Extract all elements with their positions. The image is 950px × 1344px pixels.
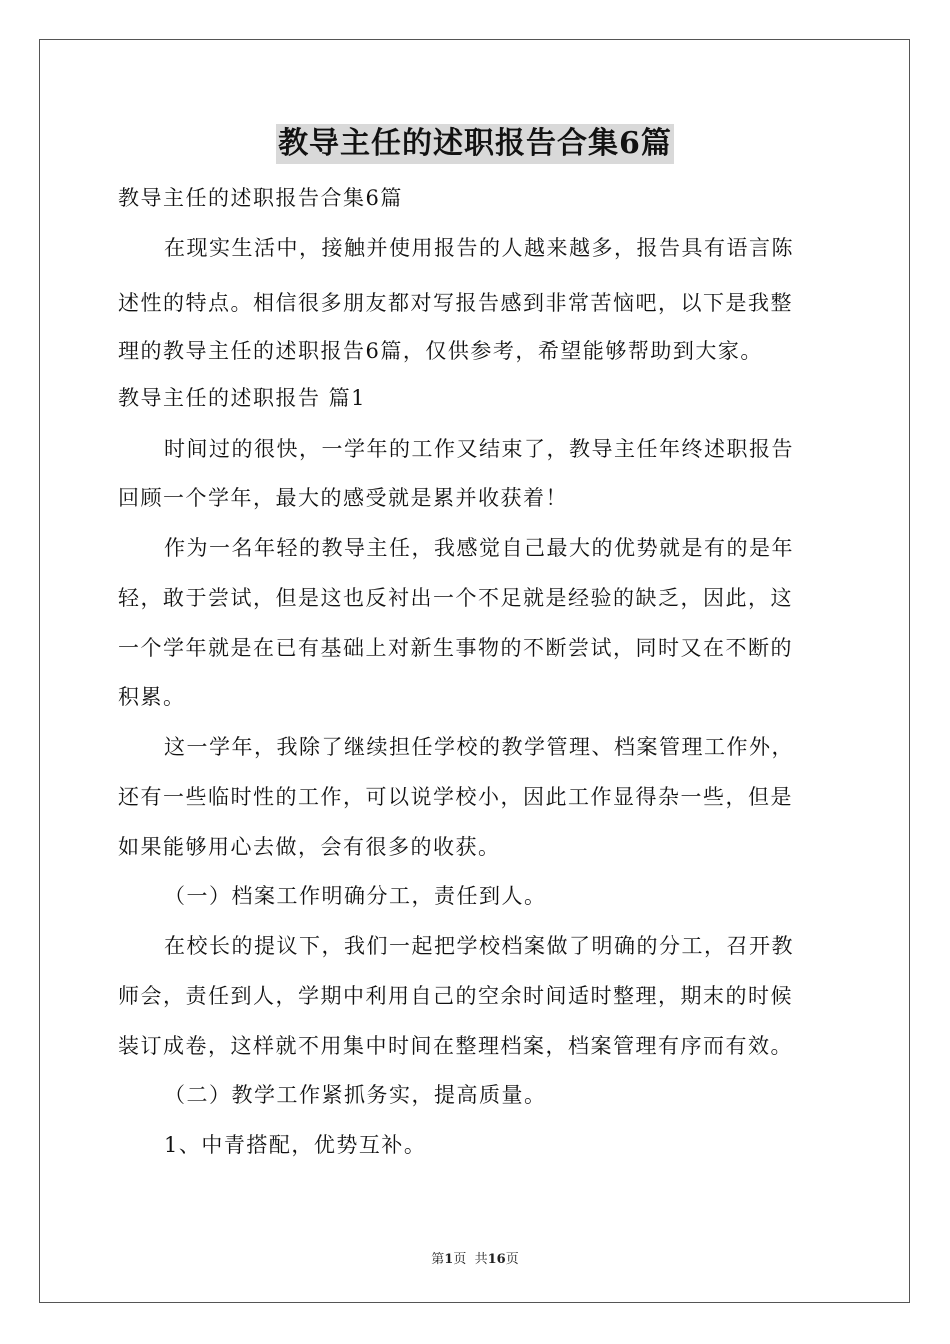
paragraph-line: 装订成卷，这样就不用集中时间在整理档案，档案管理有序而有效。 (118, 1034, 793, 1058)
subsection-heading: （二）教学工作紧抓务实，提高质量。 (164, 1083, 547, 1107)
list-item: 1、中青搭配，优势互补。 (164, 1133, 427, 1157)
paragraph-line: 一个学年就是在已有基础上对新生事物的不断尝试，同时又在不断的 (118, 636, 793, 660)
paragraph-line: 时间过的很快，一学年的工作又结束了，教导主任年终述职报告 (164, 437, 794, 461)
paragraph-line: 理的教导主任的述职报告6篇，仅供参考，希望能够帮助到大家。 (118, 339, 763, 363)
footer-total-suffix: 页 (505, 1252, 519, 1267)
title-wrap (0, 124, 950, 164)
paragraph-line: 在校长的提议下，我们一起把学校档案做了明确的分工，召开教 (164, 934, 794, 958)
paragraph-line: 回顾一个学年，最大的感受就是累并收获着！ (118, 486, 568, 510)
paragraph-line: 如果能够用心去做，会有很多的收获。 (118, 835, 501, 859)
page-footer (0, 1248, 950, 1267)
footer-prefix: 第 (431, 1252, 445, 1267)
paragraph-line: 作为一名年轻的教导主任，我感觉自己最大的优势就是有的是年 (164, 536, 794, 560)
section-heading: 教导主任的述职报告 篇1 (118, 386, 367, 410)
paragraph-line: 还有一些临时性的工作，可以说学校小，因此工作显得杂一些，但是 (118, 785, 793, 809)
paragraph-line: 在现实生活中，接触并使用报告的人越来越多，报告具有语言陈 (164, 236, 794, 260)
footer-total-pages: 16 (487, 1252, 506, 1267)
footer-page-suffix: 页 共 (453, 1252, 488, 1267)
subsection-heading: （一）档案工作明确分工，责任到人。 (164, 884, 547, 908)
paragraph-line: 积累。 (118, 685, 186, 709)
document-title: 教导主任的述职报告合集6篇 (276, 124, 674, 164)
paragraph-line: 这一学年，我除了继续担任学校的教学管理、档案管理工作外， (164, 735, 794, 759)
paragraph-line: 述性的特点。相信很多朋友都对写报告感到非常苦恼吧，以下是我整 (118, 291, 793, 315)
subtitle-line: 教导主任的述职报告合集6篇 (118, 186, 403, 210)
page-border (39, 39, 910, 1303)
paragraph-line: 轻，敢于尝试，但是这也反衬出一个不足就是经验的缺乏，因此，这 (118, 586, 793, 610)
footer-page-number: 1 (444, 1252, 454, 1267)
paragraph-line: 师会，责任到人，学期中利用自己的空余时间适时整理，期末的时候 (118, 984, 793, 1008)
